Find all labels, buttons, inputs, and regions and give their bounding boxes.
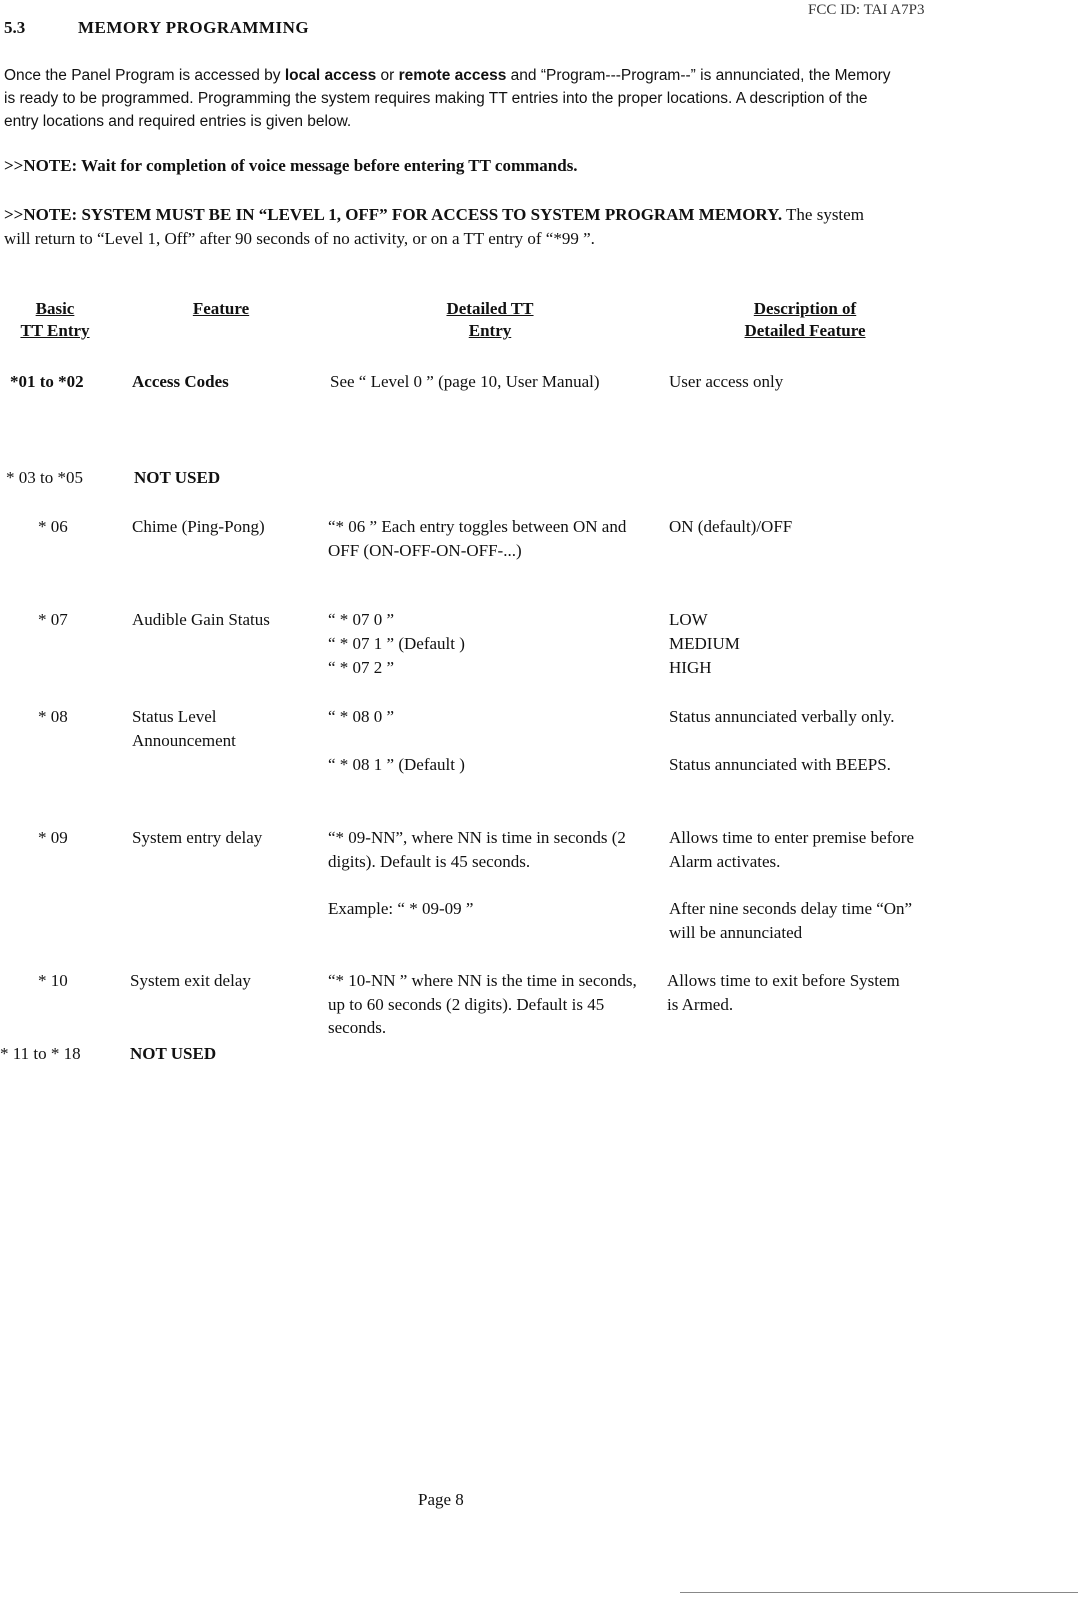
row-detail: “ * 07 0 ” [328,610,395,629]
local-access-term: local access [284,67,377,84]
section-title: MEMORY PROGRAMMING [78,18,310,37]
row-entry: * 08 [38,707,68,726]
row-description: Allows time to exit before System is Armed. [667,971,900,1014]
row-entry: * 09 [38,828,68,847]
header-feature: Feature [192,299,250,318]
row-feature: Chime (Ping-Pong) [132,517,265,536]
row-detail: “ * 08 0 ” [328,707,395,726]
row-entry: * 11 to * 18 [0,1044,81,1063]
row-entry: * 06 [38,517,68,536]
page-number: Page 8 [418,1490,464,1509]
note-voice-message: >>NOTE: Wait for completion of voice message before entering TT commands. [4,156,578,175]
row-feature: Access Codes [132,372,229,391]
fcc-id: FCC ID: TAI A7P3 [808,2,925,18]
row-description: After nine seconds delay time “On” will be annunciated [669,899,913,942]
row-description: User access only [669,372,784,391]
header-basic-tt-entry: Basic TT Entry [20,299,90,340]
intro-paragraph: Once the Panel Program is accessed by local access or remote access and “Program---Program--” is annunciated, the Memory is ready to be programmed. Programming the system requires making TT entries into the proper locations. A description of the entry locations and required entries is given below. [4,67,891,130]
header-detailed-tt-entry: Detailed TT Entry [446,299,534,340]
row-detail: See “ Level 0 ” (page 10, User Manual) [330,372,600,391]
row-feature: NOT USED [134,468,221,487]
row-entry: * 10 [38,971,68,990]
row-detail: Example: “ * 09-09 ” [328,899,474,918]
row-description: Status annunciated with BEEPS. [669,755,891,774]
footer-rule [680,1592,1078,1593]
row-feature: NOT USED [130,1044,217,1063]
row-description: HIGH [669,658,712,677]
row-detail: “* 09-NN”, where NN is time in seconds (2 digits). Default is 45 seconds. [328,828,626,871]
row-feature: Audible Gain Status [132,610,270,629]
row-description: Allows time to enter premise before Alarm activates. [669,828,915,871]
section-number: 5.3 [4,18,26,37]
row-entry: *01 to *02 [10,372,84,391]
row-entry: * 03 to *05 [6,468,83,487]
row-feature: System exit delay [130,971,251,990]
row-entry: * 07 [38,610,68,629]
row-detail: “* 06 ” Each entry toggles between ON and OFF (ON-OFF-ON-OFF-...) [328,517,627,560]
row-detail: “ * 07 1 ” (Default ) [328,634,465,653]
row-feature: Status Level Announcement [132,707,236,750]
remote-access-term: remote access [398,67,507,84]
header-description: Description of Detailed Feature [744,299,866,340]
row-description: MEDIUM [669,634,740,653]
row-feature: System entry delay [132,828,263,847]
row-description: LOW [669,610,708,629]
row-detail: “ * 07 2 ” [328,658,395,677]
row-detail: “* 10-NN ” where NN is the time in seconds, up to 60 seconds (2 digits). Default is 45 seconds. [328,971,637,1037]
note-system-level: >>NOTE: SYSTEM MUST BE IN “LEVEL 1, OFF” FOR ACCESS TO SYSTEM PROGRAM MEMORY. The system will return to “Level 1, Off” after 90 seconds of no activity, or on a TT entry of “*99 ”. [4,205,864,248]
row-description: ON (default)/OFF [669,517,793,536]
row-description: Status annunciated verbally only. [669,707,895,726]
row-detail: “ * 08 1 ” (Default ) [328,755,465,774]
